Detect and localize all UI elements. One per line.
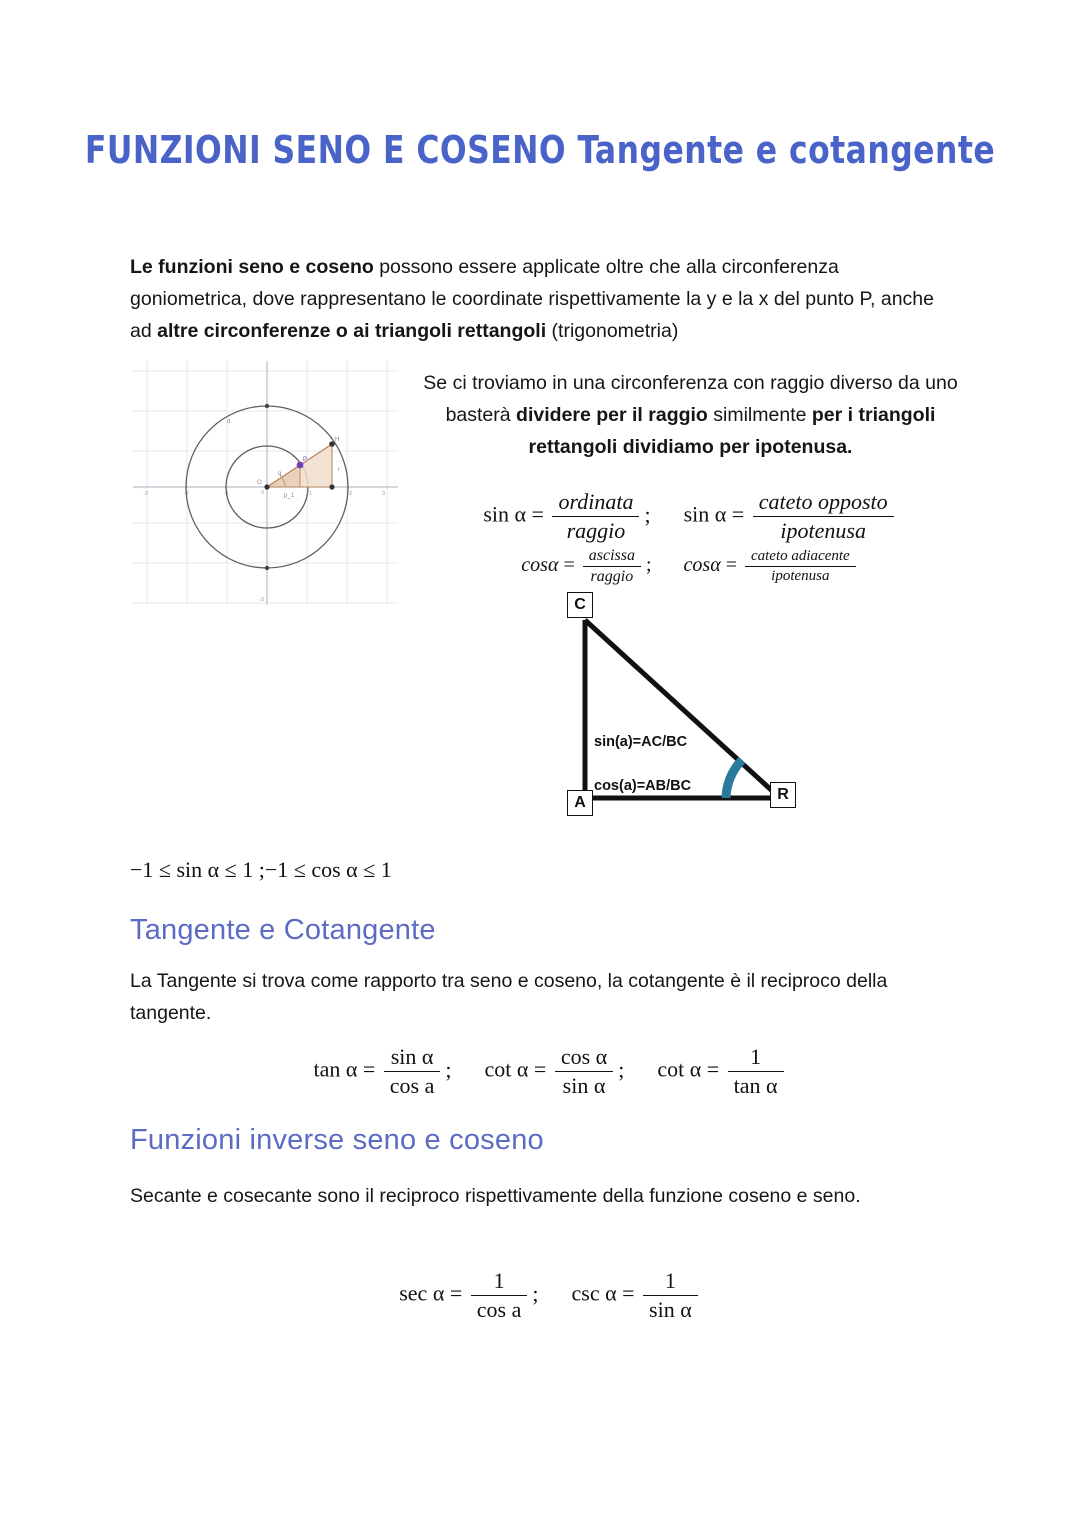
formula-cos-row: cosα = $\frac{\text{ascissa}}{\text{raggio}}$ ; cosα = $\frac{\text{cateto adiacente}}{\text{ipotenusa}}$ [410, 547, 970, 586]
angle-arc-icon [726, 760, 742, 798]
formula-sec-lhs-1: sec α [399, 1280, 445, 1306]
point-O [264, 484, 269, 489]
svg-text:-3: -3 [259, 597, 264, 603]
note-bold-1: dividere per il raggio [516, 404, 708, 426]
formula-sec-fraction-2 [643, 1268, 698, 1323]
formula-tan-num-1: sin α [384, 1044, 441, 1072]
formula-cos-lhs-2: cosα [683, 554, 721, 577]
formula-range-text: −1 ≤ sin α ≤ 1 ;−1 ≤ cos α ≤ 1 [130, 857, 392, 882]
formula-cos-num-1: ascissa [583, 547, 641, 567]
triangle-vertex-r-label: R [777, 786, 789, 803]
svg-text:0: 0 [261, 490, 265, 496]
intro-text-1: possono essere applicate oltre che alla circonferenza goniometrica, dove rappresentano le coordinate rispettivamente la y e la x del punto P, anche ad [130, 256, 934, 342]
formula-cos-lhs-1: cosα [521, 554, 559, 577]
intro-paragraph [130, 251, 950, 347]
svg-text:r: r [338, 467, 340, 473]
page-title-text: FUNZIONI SENO E COSENO Tangente e cotangente [84, 128, 996, 172]
triangle-vertex-a-label: A [574, 794, 586, 811]
svg-text:3: 3 [382, 491, 386, 497]
svg-text:-3: -3 [143, 491, 148, 497]
svg-text:q: q [278, 471, 282, 477]
formula-sec-den-1: cos a [476, 1297, 522, 1322]
formula-sec-num-2: 1 [643, 1268, 698, 1296]
svg-text:p_1: p_1 [284, 493, 295, 499]
formula-tan-lhs-3: cot α [657, 1056, 702, 1082]
formula-tan-separator-1: ; [445, 1056, 452, 1082]
formula-cos-fraction-1 [583, 547, 641, 586]
triangle-cos-label: cos(a)=AB/BC [594, 778, 692, 794]
note-text-1: Se ci troviamo in una circonferenza con raggio diverso da uno basterà [423, 372, 958, 426]
unit-circle-figure [133, 361, 398, 605]
point-H [329, 441, 335, 447]
svg-text:P: P [303, 457, 308, 463]
formula-tan-den-1: cos a [389, 1073, 435, 1098]
formula-sin-den-1: raggio [566, 518, 626, 543]
svg-text:H: H [335, 437, 340, 443]
formula-tan-separator-2: ; [618, 1056, 625, 1082]
formula-sin-lhs-2: sin α [683, 501, 727, 527]
formula-sec-lhs-2: csc α [571, 1280, 617, 1306]
svg-text:d: d [227, 419, 231, 425]
formula-sec-num-1: 1 [471, 1268, 528, 1296]
formula-sin-num-2: cateto opposto [753, 489, 894, 517]
triangle-vertex-a [567, 790, 593, 816]
svg-text:-1: -1 [224, 491, 229, 497]
paragraph-inverse: Secante e cosecante sono il reciproco rispettivamente della funzione coseno e seno. [130, 1185, 861, 1207]
point-top [265, 404, 269, 408]
formula-sin-lhs-1: sin α [483, 501, 527, 527]
unit-circle-svg [133, 361, 398, 605]
formula-tan-lhs-1: tan α [313, 1056, 358, 1082]
formula-tan-fraction-1 [384, 1044, 441, 1099]
formula-cos-den-2: ipotenusa [771, 568, 830, 584]
svg-text:2: 2 [349, 491, 353, 497]
intro-bold-1: Le funzioni seno e coseno [130, 256, 374, 278]
intro-text-2: (trigonometria) [546, 320, 679, 342]
axis-tick-labels [143, 490, 385, 603]
formula-sin-den-2: ipotenusa [780, 518, 866, 543]
formula-sin-fraction-2 [753, 489, 894, 544]
formula-tan-den-3: tan α [733, 1073, 778, 1098]
paragraph-tangente: La Tangente si trova come rapporto tra seno e coseno, la cotangente è il reciproco della tangente. [130, 970, 888, 1024]
formula-sin-fraction-1 [552, 489, 639, 544]
note-text-2: similmente [707, 404, 812, 426]
formula-sin-num-1: ordinata [552, 489, 639, 517]
formula-tan-row: tan α = $\frac{\text{sin α}}{\text{cos a}}$ ; cot α = $\frac{\text{cos α}}{\text{sin α}}$ ; cot α = $\frac{1}{\text{tan α}}$ [240, 1044, 860, 1099]
formula-tan-fraction-3 [728, 1044, 784, 1099]
formula-sec-den-2: sin α [649, 1297, 692, 1322]
svg-text:-2: -2 [184, 491, 189, 497]
triangle-vertex-c [567, 592, 593, 618]
formula-range-row [130, 857, 590, 883]
formula-cos-num-2: cateto adiacente [745, 548, 856, 567]
point-H-projection [329, 484, 334, 489]
formula-tan-den-2: sin α [562, 1073, 606, 1098]
formula-sin-row: sin α = $\frac{\text{ordinata}}{\text{raggio}}$ ; sin α = $\frac{\text{cateto opposto}}{\text{ipotenusa}}$ [410, 489, 970, 544]
triangle-vertex-r [770, 782, 796, 808]
svg-text:O: O [257, 480, 262, 486]
heading-tangente-e-cotangente: Tangente e Cotangente [130, 914, 436, 946]
formula-tan-num-3: 1 [728, 1044, 784, 1072]
page-title [43, 128, 1037, 172]
heading-funzioni-inverse: Funzioni inverse seno e coseno [130, 1124, 544, 1156]
formula-tan-lhs-2: cot α [484, 1056, 529, 1082]
triangle-sin-label: sin(a)=AC/BC [594, 734, 688, 750]
formula-cos-separator: ; [645, 554, 652, 577]
formula-cos-fraction-2 [745, 548, 856, 585]
triangle-hypotenuse [585, 620, 780, 798]
note-paragraph [418, 367, 963, 463]
triangle-vertex-c-label: C [574, 596, 586, 613]
note-bold-2: per i triangoli rettangoli dividiamo per ipotenusa. [528, 404, 936, 458]
formula-tan-num-2: cos α [555, 1044, 613, 1072]
intro-bold-2: altre circonferenze o ai triangoli rettangoli [157, 320, 547, 342]
formula-cos-den-1: raggio [590, 568, 634, 585]
point-bottom [265, 566, 269, 570]
formula-tan-fraction-2 [555, 1044, 613, 1099]
formula-sin-separator: ; [644, 501, 651, 527]
formula-sec-row: sec α = $\frac{1}{\text{cos a}}$ ; csc α = $\frac{1}{\text{sin α}}$ [290, 1268, 810, 1323]
svg-text:1: 1 [309, 491, 313, 497]
formula-sec-separator: ; [532, 1280, 539, 1306]
formula-sec-fraction-1 [471, 1268, 528, 1323]
right-triangle-figure [558, 592, 808, 837]
